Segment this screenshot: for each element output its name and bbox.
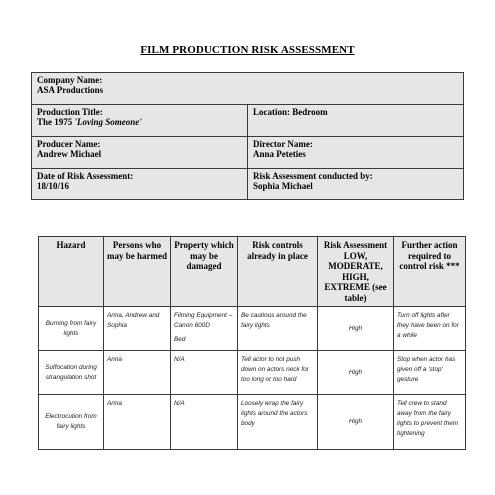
- table-row: [39, 307, 466, 351]
- table-row: [39, 351, 466, 395]
- action-cell: Turn off lights after they have been on for a while: [394, 307, 466, 351]
- document-title: FILM PRODUCTION RISK ASSESSMENT: [140, 44, 355, 56]
- production-info-table: [31, 72, 464, 200]
- info-row-date: [32, 169, 464, 200]
- controls-cell: Be cautious around the fairy lights: [238, 307, 318, 351]
- director-cell: [248, 137, 464, 169]
- risk-level-cell: High: [318, 351, 394, 395]
- date-value: 18/10/16: [37, 181, 70, 191]
- risk-level-cell: High: [318, 395, 394, 450]
- action-cell: Tell crew to stand away from the fairy lights to prevent them tightening: [394, 395, 466, 450]
- producer-label: Producer Name:: [37, 139, 101, 149]
- header-risk-level: Risk Assessment LOW, MODERATE, HIGH, EXTREME (see table): [318, 237, 394, 307]
- location-label: Location: Bedroom: [253, 107, 328, 117]
- property-cell: [171, 307, 238, 351]
- conducted-cell: [248, 169, 464, 200]
- date-cell: [32, 169, 248, 200]
- hazard-cell: Burning from fairy lights: [39, 307, 104, 351]
- production-cell: [32, 105, 248, 137]
- controls-cell: Loosely wrap the fairy lights around the actors body: [238, 395, 318, 450]
- conducted-value: Sophia Michael: [253, 181, 313, 191]
- company-label: Company Name:: [37, 75, 103, 85]
- conducted-label: Risk Assessment conducted by:: [253, 171, 373, 181]
- info-row-producer: [32, 137, 464, 169]
- company-cell: [32, 73, 464, 105]
- header-property: Property which may be damaged: [171, 237, 238, 307]
- property-cell: [171, 351, 238, 395]
- company-value: ASA Productions: [37, 85, 104, 95]
- director-value: Anna Peteties: [253, 149, 306, 159]
- risk-level-cell: High: [318, 307, 394, 351]
- info-row-production: [32, 105, 464, 137]
- property-item: Filming Equipment – Canon 600D: [174, 312, 233, 329]
- header-persons: Persons who may be harmed: [104, 237, 171, 307]
- location-cell: [248, 105, 464, 137]
- hazard-cell: Suffocation during strangulation shot: [39, 351, 104, 395]
- date-label: Date of Risk Assessment:: [37, 171, 134, 181]
- production-italic-title: 'Loving Someone': [74, 117, 142, 127]
- production-label: Production Title:: [37, 107, 103, 117]
- hazard-cell: Electrocution from fairy lights: [39, 395, 104, 450]
- property-item: Bed: [174, 336, 186, 343]
- info-row-company: [32, 73, 464, 105]
- director-label: Director Name:: [253, 139, 313, 149]
- producer-cell: [32, 137, 248, 169]
- action-cell: Stop when actor has given off a 'stop' gesture: [394, 351, 466, 395]
- persons-cell: Anna: [104, 395, 171, 450]
- persons-cell: Anna: [104, 351, 171, 395]
- table-row: [39, 395, 466, 450]
- risk-header-row: [39, 237, 466, 307]
- risk-assessment-table: [38, 236, 466, 450]
- production-value: The 1975 'Loving Someone': [37, 117, 142, 127]
- property-item: N/A: [174, 400, 185, 407]
- persons-cell: Anna, Andrew and Sophia: [104, 307, 171, 351]
- controls-cell: Tell actor to not push down on actors neck for too long or too hard: [238, 351, 318, 395]
- header-controls: Risk controls already in place: [238, 237, 318, 307]
- producer-value: Andrew Michael: [37, 149, 102, 159]
- header-further-action: Further action required to control risk ***: [394, 237, 466, 307]
- property-cell: [171, 395, 238, 450]
- header-hazard: Hazard: [39, 237, 104, 307]
- property-item: N/A: [174, 356, 185, 363]
